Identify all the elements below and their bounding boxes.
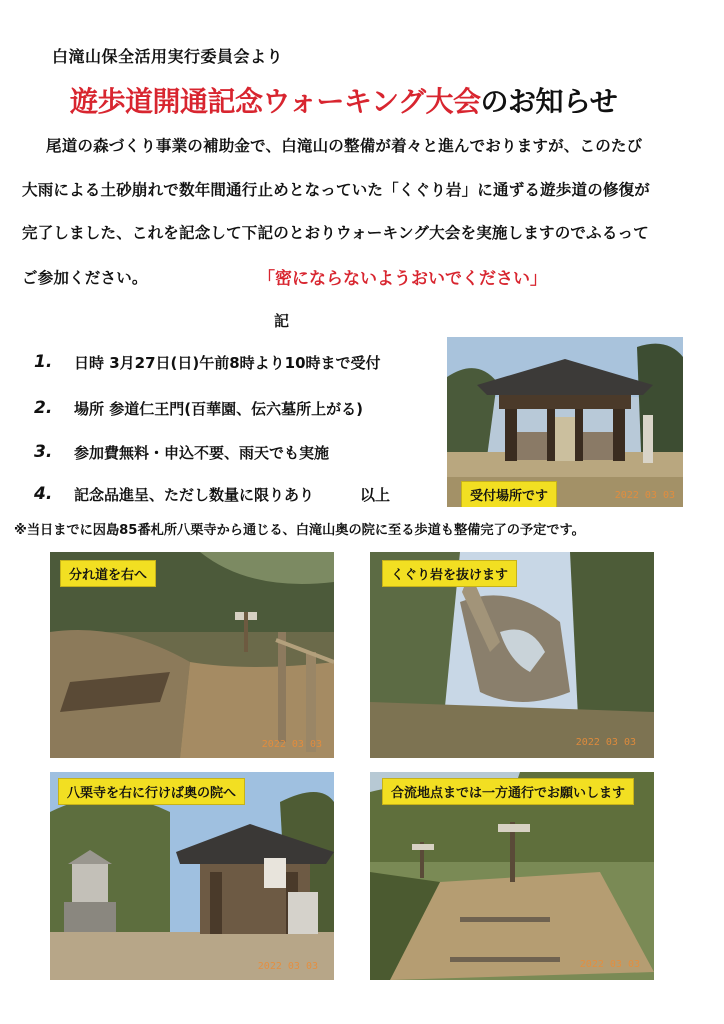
photo-yakuri-temple-label: 八栗寺を右に行けば奥の院へ	[58, 778, 245, 805]
photo-kuguri-rock-label: くぐり岩を抜けます	[382, 560, 517, 587]
item-fee: 参加費無料・申込不要、雨天でも実施	[74, 444, 330, 462]
photo-path-right	[50, 552, 334, 758]
closing-ijo: 以上	[360, 486, 391, 504]
page-title	[70, 80, 617, 120]
item-number-2: 2.	[34, 398, 53, 418]
item-gift: 記念品進呈、ただし数量に限りあり	[74, 486, 315, 504]
organizer-line: 白滝山保全活用実行委員会より	[52, 47, 284, 66]
footnote: ※当日までに因島85番札所八栗寺から通じる、白滝山奥の院に至る歩道も整備完了の予定です。	[14, 523, 585, 538]
photo-junction-date: 2022 03 03	[579, 959, 640, 970]
photo-path-right-label: 分れ道を右へ	[60, 560, 156, 587]
photo-kuguri-rock	[370, 552, 654, 758]
gate-photo-date: 2022 03 03	[614, 490, 675, 501]
item-place: 場所 参道仁王門(百華園、伝六墓所上がる)	[74, 400, 363, 418]
photo-junction	[370, 772, 654, 980]
item-datetime: 日時 3月27日(日)午前8時より10時まで受付	[74, 354, 381, 372]
title-suffix: のお知らせ	[480, 85, 618, 118]
intro-line-1: 尾道の森づくり事業の補助金で、白滝山の整備が着々と進んでおりますが、このたび	[46, 137, 643, 155]
item-number-4: 4.	[34, 484, 53, 504]
ki-heading: 記	[274, 312, 290, 330]
photo-yakuri-temple-date: 2022 03 03	[257, 961, 318, 972]
title-main: 遊歩道開通記念ウォーキング大会	[70, 85, 481, 118]
intro-line-2: 大雨による土砂崩れで数年間通行止めとなっていた「くぐり岩」に通ずる遊歩道の修復が	[22, 181, 651, 199]
photo-path-right-date: 2022 03 03	[261, 739, 322, 750]
photo-junction-label: 合流地点までは一方通行でお願いします	[382, 778, 634, 805]
intro-line-4: ご参加ください。	[22, 269, 148, 287]
intro-line-3: 完了しました、これを記念して下記のとおりウォーキング大会を実施しますのでふるって	[22, 224, 649, 242]
photo-yakuri-temple	[50, 772, 334, 980]
gate-photo	[447, 337, 683, 507]
gate-photo-label: 受付場所です	[461, 481, 557, 507]
photo-kuguri-rock-date: 2022 03 03	[575, 737, 636, 748]
item-number-1: 1.	[34, 352, 53, 372]
item-number-3: 3.	[34, 442, 53, 462]
crowd-notice: 「密にならないようおいでください」	[258, 269, 547, 289]
